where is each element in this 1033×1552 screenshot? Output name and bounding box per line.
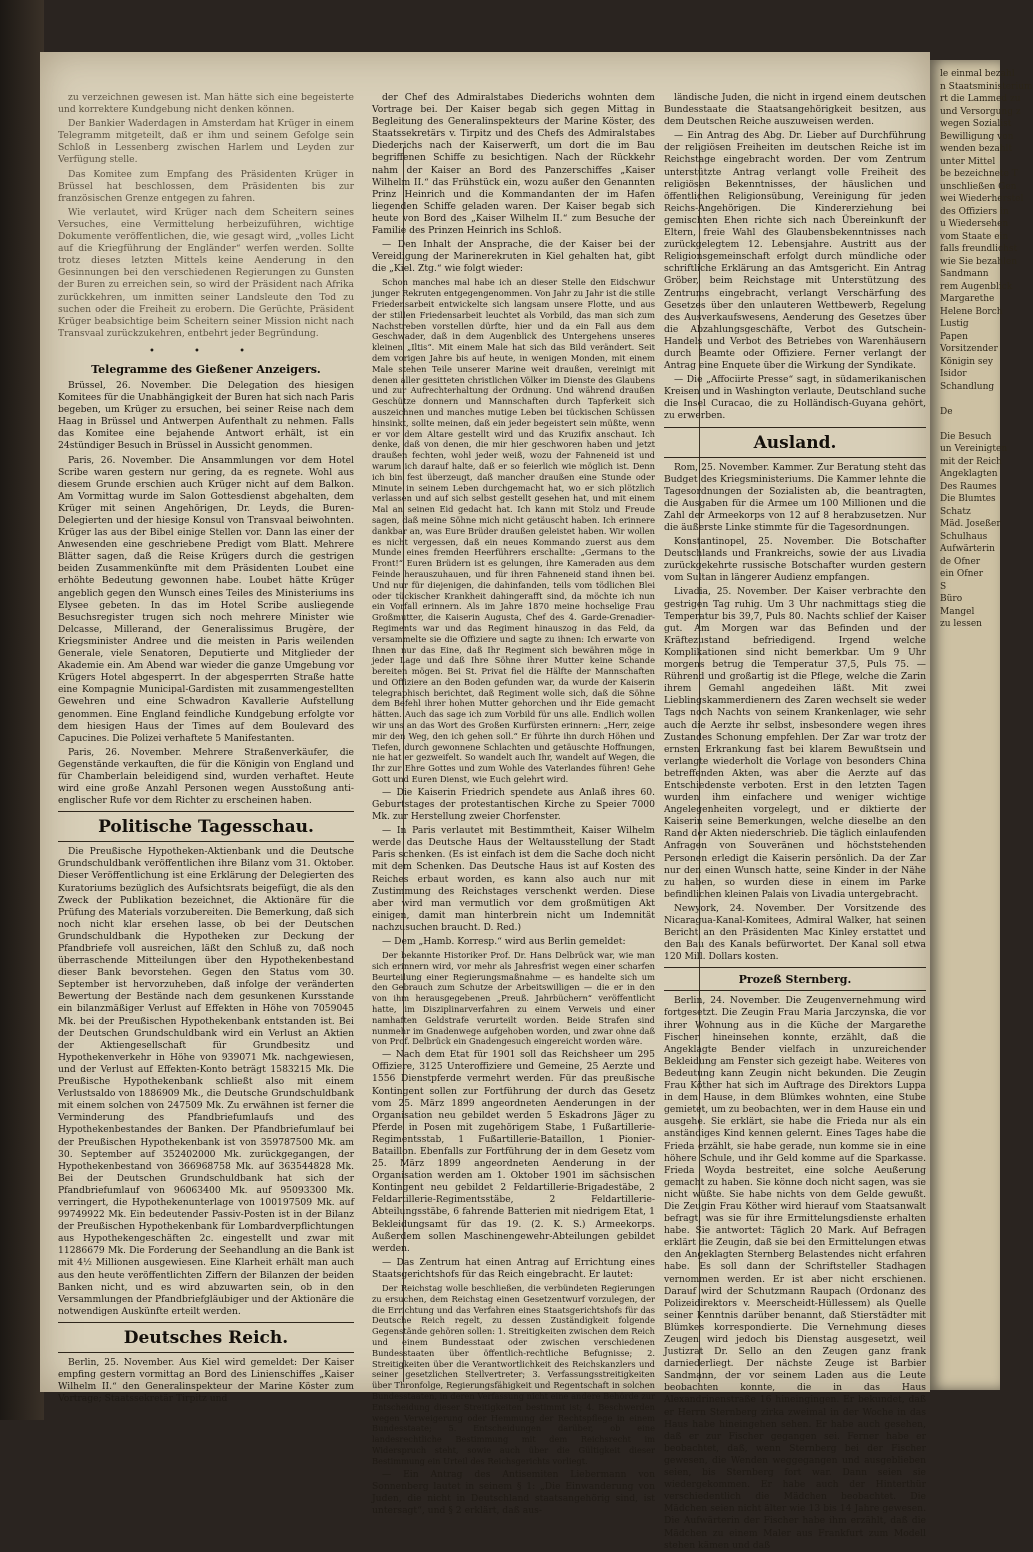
heading-rule — [664, 427, 926, 458]
paragraph: Paris, 26. November. Mehrere Straßenverkäufer, die Gegenstände verkauften, die für die Königin von England und für Chamberlain beleidigend sind, wurden verhaftet. Heute wird eine große Anzahl Personen wegen Ausstoßung anti-englischer Rufe vor dem Richter zu erscheinen haben. — [58, 746, 354, 807]
paragraph: Konstantinopel, 25. November. Die Botschafter Deutschlands und Frankreichs, sowie der aus Livadia zurückgekehrte russische Botschafter wurden gestern vom Sultan in längerer Audienz empfangen. — [664, 536, 926, 584]
paragraph: Berlin, 24. November. Die Zeugenvernehmung wird fortgesetzt. Die Zeugin Frau Maria Jarczynska, die vor ihrer Wohnung aus in die Küche der Margarethe Fischer hineinsehen konnte, erzählt, daß die Angeklagte Bender vielfach in unzureichender Bekleidung am Fenster sich gezeigt habe. Weiteres von Bedeutung kann Zeugin nicht bekunden. Die Zeugin Frau Köther hat sich im Auftrage des Direktors Luppa in dem Hause, in dem Blümkes wohnten, eine Stube gemietet, um zu beobachten, wer in dem Hause ein und ausgehe. Sie erklärt, sie habe die Frieda nur als ein anständiges Kind kennen gelernt. Eines Tages habe die Frieda erzählt, sie habe gerade, nun komme sie in eine höhere Schule, und ihr Geld komme auf die Sparkasse. Frieda Woyda bestreitet, eine solche Aeußerung gemacht zu haben. Sie könne doch nicht sagen, was sie nicht wüßte. Sie habe nichts von dem Gelde gewußt. Die Zeugin Frau Köther wird hierauf vom Staatsanwalt befragt, was sie für ihre Ermittelungsdienste erhalten habe. Sie antwortet: Täglich 20 Mark. Auf Befragen erklärt die Zeugin, daß sie bei den Ermittelungen etwas den Angeklagten Sternberg Belastendes nicht erfahren habe. Es soll dann der Schriftsteller Stadhagen vernommen werden. Er ist aber nicht erschienen. Darauf wird der Schutzmann Raupach (Ordonanz des Polizeidirektors v. Meerscheidt-Hüllessem) als Quelle seiner Kenntnis darüber benannt, daß Stierstädter mit Blümkes korrespondierte. Die Vernehmung dieses Zeugen wird jedoch bis Dienstag ausgesetzt, weil Justizrat Dr. Sello an den Zeugen ganz frank darniederliegt. Der nächste Zeuge ist Barbier Sandmann, der vor seinem Laden aus die Leute beobachten konnte, die in das Haus Alexandrinenstraße 16 hineingingen. Er bekundet, daß er Herrn Sternberg zirka zweimal in der Woche in das Haus habe hineingehen sehen. Er habe auch gesehen, daß er zur Fischer gegangen sei. Ferner habe er beobachtet, daß, wenn Sternberg bei der Fischer gewesen, die Wenden weggegangen und ausgeblieben seien, bis Sternberg fort war. Dann seien sie wiedergekommen. Er habe auch der Hinterthür verschiedentlich die Mädchen beobachtet. Die Mädchen seien nicht älter wie 13 bis 14 Jahre gewesen. Die Aufwärterin der Fischer habe ihm erzählt, daß die Mädchen zu einem Maler aus Frankfurt zum Modell stehen kämen und daß — [664, 995, 926, 1551]
paragraph: ländische Juden, die nicht in irgend einem deutschen Bundesstaate die Staatsangehörigkeit besitzen, aus dem Deutschen Reiche auszuweisen werden. — [664, 92, 926, 128]
paragraph: — Den Inhalt der Ansprache, die der Kaiser bei der Vereidigung der Marinerekruten in Kiel gehalten hat, gibt die „Kiel. Ztg.“ wie folgt wieder: — [372, 239, 655, 275]
paragraph: Brüssel, 26. November. Die Delegation des hiesigen Komitees für die Unabhängigkeit der Buren hat sich nach Paris begeben, um Krüger zu ersuchen, bei seiner Reise nach dem Haag in Brüssel und Antwerpen Aufenthalt zu nehmen. Falls das Komitee eine bejahende Antwort erhält, ist ein 24stündiger Besuch in Brüssel in Aussicht genommen. — [58, 379, 354, 452]
paragraph: — Die Kaiserin Friedrich spendete aus Anlaß ihres 60. Geburtstages der protestantischen Kirche zu Speier 7000 Mk. zur Herstellung zweier Chorfenster. — [372, 786, 655, 823]
column-2 — [372, 92, 655, 1516]
heading-rule — [58, 811, 354, 842]
paragraph: Paris, 26. November. Die Ansammlungen vor dem Hotel Scribe waren gestern nur gering, da es regnete. Wohl aus diesem Grunde erschien auch Krüger nicht auf dem Balkon. Am Vormittag wurde im Salon Gottesdienst abgehalten, dem Krüger mit seinen Angehörigen, Dr. Leyds, die Buren-Delegierten und der hiesige Konsul von Transvaal beiwohnten. Krüger las aus der Bibel einige Stellen vor. Dann las einer der Anwesenden eine geschriebene Predigt vom Blatt. Mehrere Blätter sagen, daß die Reise Krügers durch die gestrigen beiden Zusammenkünfte mit dem Präsidenten Loubet eine erhöhte Bedeutung gewonnen habe. Loubet hätte Krüger angeblich gegen den Wunsch eines Teiles des Ministeriums ins Elysee gebeten. In das im Hotel Scribe ausliegende Besuchsregister trugen sich noch mehrere Minister wie Delcasse, Millerand, der Generalissimus Brugère, der Kriegsminister Andree und die meisten in Paris weilenden Generale, viele Senatoren, Deputierte und Mitglieder der Akademie ein. Am Abend war wieder die ganze Umgebung vor Krügers Hotel abgesperrt. In der abgesperrten Straße hatte eine Kompagnie Municipal-Gardisten mit zusammengestellten Gewehren und eine Schwadron Kavallerie Aufstellung genommen. Eine England feindliche Kundgebung erfolgte vor dem hiesigen Haus der Times auf dem Boulevard des Capucines. Die Polizei verhaftete 5 Manifestanten. — [58, 454, 354, 744]
paragraph: — Das Zentrum hat einen Antrag auf Errichtung eines Staatsgerichtshofs für das Reich eingebracht. Er lautet: — [372, 1256, 655, 1280]
section-heading: Prozeß Sternberg. — [738, 973, 852, 987]
section-heading: Politische Tagesschau. — [98, 817, 314, 838]
column-3 — [664, 92, 926, 1551]
paragraph: der Chef des Admiralstabes Diederichs wohnten dem Vortrage bei. Der Kaiser begab sich gegen Mittag in Begleitung des Generalinspekteurs der Marine Köster, des Staatssekretärs v. Tirpitz und des Chefs des Admiralstabes Diederichs nach der Kaiserwerft, um dort die im Bau begriffenen Schiffe zu besichtigen. Nach der Rückkehr nahm der Kaiser an Bord des Panzerschiffes „Kaiser Wilhelm II.“ das Frühstück ein, wozu außer den Genannten Prinz Heinrich und die Kommandanten der im Hafen liegenden Schiffe geladen waren. Der Kaiser begab sich heute von Bord des „Kaiser Wilhelm II.“ zum Besuche der Familie des Prinzen Heinrich ins Schloß. — [372, 92, 655, 237]
adjacent-page-text: le einmal bezahl n Staatsministerium rt die Lammed zu und Versorgung z wegen Sozialist Bewilligung von wenden bezahlt unter Mittel be bezeichnete T unschließen Gen wei Wiederherstel des Offiziers in u Wiedersehen vom Staate ein falls freundlichst wie Sie bezahlen Sandmann rem Augenblick Margarethe Helene Borch Lustig Papen Vorsitzender Königin sey Isidor Schandlung De Die Besuch un Vereinigten mit der Reich Angeklagten Des Raumes Die Blumtes Schatz Mäd. Joseßer Schulhaus Aufwärterin de Ofner ein Ofner S Büro Mangel zu lessen — [940, 69, 1033, 629]
scan-left-edge — [0, 0, 44, 1420]
paragraph: Der Bankier Waderdagen in Amsterdam hat Krüger in einem Telegramm mitgeteilt, daß er ihm und seinem Gefolge sein Schloß in Lessenberg zwischen Harlem und Leyden zur Verfügung stelle. — [58, 118, 354, 166]
paragraph: — Ein Antrag des Antisemiten Liebermann von Sonnenberg lautet in seinem § 1: „Die Einwanderung von Juden, die nicht in Deutschland staatsangehörig sind, ist untersagt“, und § 2 erklärt, daß aus- — [372, 1468, 655, 1516]
section-heading: Telegramme des Gießener Anzeigers. — [91, 362, 321, 376]
paragraph: Newyork, 24. November. Der Vorsitzende des Nicaragua-Kanal-Komitees, Admiral Walker, hat seinen Bericht an den Präsidenten Mac Kinley erstattet und den Bau des Kanals befürwortet. Der Kanal soll etwa 120 Mill. Dollars kosten. — [664, 902, 926, 963]
newspaper-page — [40, 52, 930, 1551]
paragraph: — In Paris verlautet mit Bestimmtheit, Kaiser Wilhelm werde das Deutsche Haus der Weltausstellung der Stadt Paris schenken. (Es ist einfach ist dem die Sache doch nicht mit dem Schenken. Das Deutsche Haus ist auf Kosten des Reiches erbaut worden, es kann also auch nur mit Zustimmung des Reichstages verschenkt werden. Diese aber wird man vermutlich vor dem großmütigen Akt einigen, damit man hinterbrein nicht um Indemnität nachzusuchen braucht. D. Red.) — [372, 825, 655, 933]
paragraph: Schon manches mal habe ich an dieser Stelle den Eidschwur junger Rekruten entgegengenommen. Von Jahr zu Jahr ist die stille Friedensarbeit entwickelte sich langsam unsere Flotte, und aus der stillen Friedensarbeit leuchtet als Vorbild, das man sich zum Nachstreben vorstellen dürfte, hier und da ein Fall aus dem Geschwader, daß in dem Augenblick des Untergehens unseres kleinen „Iltis“. Mit einem Male hat sich das Bild verändert. Seit dem vorigen Jahre bis auf heute, in wenigen Monden, mit einem Male stehen Teile unserer Marine weit draußen, vereinigt mit denen aller gesitteten christlichen Völker im Dienste des Glaubens und zur Aufrechterhaltung der Ordnung. Und während draußen Geschütze donnern und Mannschaften durch Tapferkeit sich auszeichnen und manches mutige Leben bei tückischen Schüssen hinsinkt, sollte meinen, daß ein jeder begeistert sein müßte, wenn er vor dem Altare gestellt wird und das Kruzifix anschaut. Ich denke, daß von denen, die mir hier geschworen haben und jetzt draußen fechten, wohl jeder weiß, wozu der Fahneneid ist und warum ich darauf halte, daß er so feierlich wie möglich ist. Denn ich bin fest überzeugt, daß mancher draußen eine Stunde oder Minute in seinem Leben durchgemacht hat, wo er sich plötzlich verlassen und auf sich selbst gestellt gesehen hat, und mit einem Mal an seinen Eid gedacht hat. Ich kann mit Stolz und Freude sagen, daß meine Söhne mich nicht getäuscht haben. Ich erinnere dankbar an, was Eure Brüder draußen geleistet haben. Wir wollen es nicht vergessen, daß ein neues Kommando zuerst aus dem Munde eines fremden Heerführers erschallte: „Germans to the Front!“ Euren Brüdern ist es gelungen, ihre Kameraden aus dem Feinde herauszuhauen, und für ihren Fahneneid stand ihnen bei. Und nur für diejenigen, die dahinfanden, teils vom tödlichen Blei oder tückischer Krankheit dahingerafft sind, da möchte ich nun ein Vorfall erinnern. Als im Jahre 1870 meine hochselige Frau Großmutter, die Kaiserin Augusta, Chef des 4. Garde-Grenadier-Regiments war und das Regiment hinauszog in das Feld, da versammelte sie die Offiziere und sagte zu ihnen: Ich erwarte von Ihnen nur das Eine, daß Ihr Regiment sich bewähren möge in jeder Lage und daß Ihre Söhne ihrer Mutter keine Schande bereiten mögen. Bei St. Privat fiel die Hälfte der Mannschaften und Offiziere an den Boden gefunden war, da wurde der Kaiserin telegraphisch berichtet, daß Regiment wolle sich, daß die Söhne dem Befehl ihrer hohen Mutter gehorchen und ihr Eide gemacht hätten. Auch das sage ich zum Vorbild für uns alle. Endlich wollen wir uns an das Wort des Großen Kurfürsten erinnern: „Herr, zeige mir den Weg, den ich gehen soll.“ Er führte ihn durch Höhen und Tiefen, durch gewonnene Schlachten und getäuschte Hoffnungen, nie hat er gezweifelt. So wandelt auch Ihr, wandelt auf Wegen, die Ihr zur Ehre Gottes und zum Wohle des Vaterlandes führen! Gehe Gott und Euren Dienst, wie Euch gelehrt wird. — [372, 277, 655, 785]
paragraph: zu verzeichnen gewesen ist. Man hätte sich eine begeisterte und korrektere Kundgebung nicht denken können. — [58, 92, 354, 116]
paragraph: Das Komitee zum Empfang des Präsidenten Krüger in Brüssel hat beschlossen, dem Präsidenten bis zur französischen Grenze entgegen zu fahren. — [58, 168, 354, 204]
paragraph: Der bekannte Historiker Prof. Dr. Hans Delbrück war, wie man sich erinnern wird, vor mehr als Jahresfrist wegen einer scharfen Beurteilung einer Regierungsmaßnahme — es handelte sich um den Gebrauch zum Schutze der Arbeitswilligen — die er in den von ihm herausgegebenen „Preuß. Jahrbüchern“ veröffentlicht hatte, im Disziplinarverfahren zu einem Verweis und einer namhaften Geldstrafe verurteilt worden. Beide Strafen sind nunmehr im Gnadenwege aufgehoben worden, und zwar ohne daß von Prof. Delbrück ein Gnadengesuch eingereicht worden wäre. — [372, 950, 655, 1047]
paragraph: — Ein Antrag des Abg. Dr. Lieber auf Durchführung der religiösen Freiheiten im deutschen Reiche ist im Reichstage eingebracht worden. Der vom Zentrum unterstützte Antrag verlangt volle Freiheit des religiösen Bekenntnisses, der häuslichen und öffentlichen Religionsübung, Vereinigung für jeden Reichs-Angehörigen. Die Kindererziehung bei gemischten Ehen richte sich nach Übereinkunft der Eltern, freie Wahl des Glaubensbekenntnisses nach zurückgelegtem 12. Lebensjahre. Austritt aus der Religionsgemeinschaft erfolgt durch mündliche oder schriftliche Erklärung an das Amtsgericht. Ein Antrag Gröber, beim Reichstage mit Unterstützung des Zentrums eingebracht, verlangt Verschärfung des Gesetzes über den unlauteren Wettbewerb, Regelung des Ausverkaufswesens, Aenderung des Gesetzes über die Abzahlungsgeschäfte, Verbot des Gutschein-Handels und Verbot des Betriebes von Warenhäusern durch Beamte oder Offiziere. Ferner verlangt der Antrag eine Enquete über die Wirkung der Syndikate. — [664, 130, 926, 372]
paragraph: Livadia, 25. November. Der Kaiser verbrachte den gestrigen Tag ruhig. Um 3 Uhr nachmittags stieg die Temperatur bis 39,7, Puls 80. Nachts schlief der Kaiser gut. Am Morgen war das Befinden und der Kräftezustand befriedigend. Irgend welche Komplikationen sind nicht bemerkbar. Um 9 Uhr morgens betrug die Temperatur 37,5, Puls 75. — Rührend und großartig ist die Pflege, welche die Zarin ihrem Gemahl angedeihen läßt. Mit zwei Lieblingskammerdienern des Zaren wechselt sie weder Tags noch Nachts von seinem Krankenlager, wie sehr auch die Aerzte ihr selbst, insbesondere wegen ihres Zustandes Schonung empfehlen. Der Zar war trotz der ernsten Erkrankung fast bei klarem Bewußtsein und verlangte wiederholt die Vorlage von besonders China betreffenden Akten, was aber die Aerzte auf das Entschiedenste verboten. Erst in den letzten Tagen wurden ihm einfachere und weniger wichtige Angelegenheiten vorgelegt, und er diktierte der Kaiserin seine Bemerkungen, welche dieselbe an den Rand der Akten niederschrieb. Die täglich einlaufenden Anfragen von Souveränen und höchststehenden Personen erledigt die Kaiserin persönlich. Da der Zar nur den einen Wunsch hatte, seine Kinder in der Nähe zu haben, so wurden diese in einem im Parke befindlichen kleinen Palais von Livadia untergebracht. — [664, 586, 926, 900]
paragraph: Rom, 25. November. Kammer. Zur Beratung steht das Budget des Kriegsministeriums. Die Kammer lehnte die Tagesordnungen der Sozialisten ab, die beantragten, die Ausgaben für die Armee um 100 Millionen und die Zahl der Armeekorps von 12 auf 8 herabzusetzen. Nur die äußerste Linke stimmte für die Tagesordnungen. — [664, 461, 926, 533]
heading-rule — [58, 1322, 354, 1353]
section-separator: • • • — [148, 345, 264, 357]
heading-rule — [664, 967, 926, 991]
paragraph: — Nach dem Etat für 1901 soll das Reichsheer um 295 Offiziere, 3125 Unteroffiziere und Gemeine, 25 Aerzte und 1556 Dienstpferde vermehrt werden. Für das preußische Kontingent sollen zur Fortführung der durch das Gesetz vom 25. März 1899 angeordneten Aenderungen in der Organisation neu gebildet werden 5 Eskadrons Jäger zu Pferde in Posen mit zugehörigem Stabe, 1 Fußartillerie-Regimentsstab, 1 Fußartillerie-Bataillon, 1 Pionier-Bataillon. Ebenfalls zur Fortführung der in dem Gesetz vom 25. März 1899 angeordneten Aenderung in der Organisation werden am 1. Oktober 1901 im sächsischen Kontingent neu gebildet 2 Feldartillerie-Brigadestäbe, 2 Feldartillerie-Regimentsstäbe, 2 Feldartillerie-Abteilungsstäbe, 6 fahrende Batterien mit niedrigem Etat, 1 Bekleidungsamt für das 19. (2. K. S.) Armeekorps. Außerdem sollen Maschinengewehr-Abteilungen gebildet werden. — [372, 1049, 655, 1254]
paragraph: Der Reichstag wolle beschließen, die verbündeten Regierungen zu ersuchen, dem Reichstag einen Gesetzentwurf vorzulegen, der die Errichtung und das Verfahren eines Staatsgerichtshofs für das Deutsche Reich regelt, zu dessen Zuständigkeit folgende Gegenstände gehören sollen: 1. Streitigkeiten zwischen dem Reich und einem Bundesstaat oder zwischen verschiedenen Bundesstaaten über öffentlich-rechtliche Befugnisse; 2. Streitigkeiten über die Verantwortlichkeit des Reichskanzlers und seiner gesetzlichen Stellvertreter; 3. Verfassungsstreitigkeiten über Thronfolge, Regierungsfähigkeit und Regentschaft in solchen Bundesstaaten, in deren Verfassung nicht eine andere Behörde zur Entscheidung dieser Streitigkeiten bestimmt ist; 4. Beschwerden wegen Verweigerung oder Hemmung der Rechtspflege in einem Bundesstaate; 5. Entscheidungen darüber, ob eine landesrechtliche Bestimmung mit dem Reichsrecht im Widerspruch steht, sowie auch über die Gültigkeit dieser Bestimmung ein Urteil des Reichsgerichts vorliegt. — [372, 1283, 655, 1466]
paragraph: Die Preußische Hypotheken-Aktienbank und die Deutsche Grundschuldbank veröffentlichen ihre Bilanz vom 31. Oktober. Dieser Veröffentlichung ist eine Erklärung der Delegierten des Kuratoriums bezüglich des Aufsichtsrats beigefügt, die als den Zweck der Publikation bezeichnet, die Aktionäre für die Prüfung des Materials vorzubereiten. Die Bemerkung, daß sich noch nicht klar ersehen lasse, ob bei der Deutschen Grundschuldbank die Hypotheken zur Deckung der Pfandbriefe voll ausreichen, läßt den Schluß zu, daß noch überraschende Mitteilungen über den Hypothekenbestand dieser Bank bevorstehen. Gegen den Status vom 30. September ist hervorzuheben, daß infolge der veränderten Bewertung der Bestände nach dem gesunkenen Kursstande ein bilanzmäßiger Verlust auf Effekten in Höhe von 7059045 Mk. bei der Preußischen Hypothekenbank entstanden ist. Bei der Deutschen Grundschuldbank wird ein Verlust an Aktien der Aktiengesellschaft für Grundbesitz und Hypothekenverkehr in Höhe von 939071 Mk. nachgewiesen, und der Verlust auf Effekten-Konto beträgt 1583215 Mk. Die Preußische Hypothekenbank schließt also mit einem Verlustsaldo von 1886909 Mk., die Deutsche Grundschuldbank mit einem solchen von 247509 Mk. Zu erwähnen ist ferner die Verminderung des Pfandbriefumlaufs und des Hypothekenbestandes der Banken. Der Pfandbriefumlauf bei der Preußischen Hypothekenbank ist von 359787500 Mk. am 30. September auf 352402000 Mk. zurückgegangen, der Hypothekenbestand von 366968758 Mk. auf 363544828 Mk. Bei der Deutschen Grundschuldbank hat sich der Pfandbriefumlauf von 96063400 Mk. auf 95093300 Mk. verringert, die Hypothekenunterlage von 100197509 Mk. auf 99749922 Mk. Ein bedeutender Passiv-Posten ist in der Bilanz der Preußischen Hypothekenbank für Lombardverpflichtungen aus Hypothekengeschäften 2c. eingestellt und zwar mit 11286679 Mk. Die Forderung der Seehandlung an die Bank ist mit 4½ Millionen ausgewiesen. Eine Klarheit erhält man auch aus den heute veröffentlichten Ziffern der Bilanzen der beiden Banken nicht, und es wird abzuwarten sein, ob in den Versammlungen der Pfandbriefgläubiger und der Aktionäre die notwendigen Auskünfte erteilt werden. — [58, 846, 354, 1317]
paragraph: Berlin, 25. November. Aus Kiel wird gemeldet: Der Kaiser empfing gestern vormittag an Bord des Linienschiffes „Kaiser Wilhelm II.“ den Generalinspekteur der Marine Köster zum Vortrage; Staatssekretär Tirpitz und — [58, 1356, 354, 1405]
column-1 — [58, 92, 354, 1405]
paragraph: — Dem „Hamb. Korresp.“ wird aus Berlin gemeldet: — [382, 935, 626, 947]
section-heading: Ausland. — [753, 432, 837, 453]
section-heading: Deutsches Reich. — [123, 1327, 289, 1348]
paragraph: — Die „Affociirte Presse“ sagt, in südamerikanischen Kreisen und in Washington verlaute, Deutschland suche die Insel Curacao, die zu Holländisch-Guyana gehört, zu erwerben. — [664, 374, 926, 422]
paragraph: Wie verlautet, wird Krüger nach dem Scheitern seines Versuches, eine Vermittelung herbeizuführen, wichtige Dokumente veröffentlichen, die, wie gesagt wird, „volles Licht auf die Kriegführung der Engländer“ werfen werden. Sollte trotz dieses letzten Mittels keine Aenderung in den Gesinnungen bei den verschiedenen Regierungen zu Gunsten der Buren zu erreichen sein, so wird der Präsident nach Afrika zurückkehren, um inmitten seiner Landsleute den Tod zu suchen oder die Freiheit zu erobern. Die Gerüchte, Präsident Krüger beabsichtige beim Scheitern seiner Mission nicht nach Transvaal zurückzukehren, entbehrt jeder Begründung. — [58, 206, 354, 339]
adjacent-page-fragment — [930, 60, 1033, 1390]
